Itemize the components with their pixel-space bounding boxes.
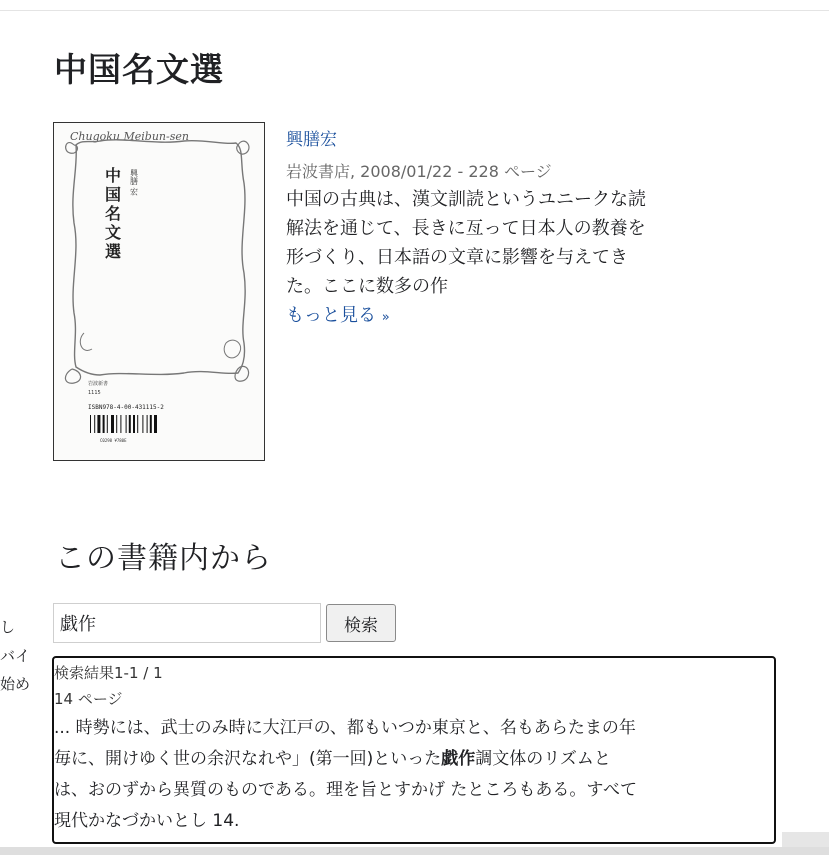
- search-within-heading: この書籍内から: [55, 541, 272, 576]
- cover-ornate-frame: [73, 140, 245, 375]
- book-description: 中国の古典は、漢文訓読というユニークな読解法を通じて、長きに亙って日本人の教養を形づくり、日本語の文章に影響を与えてきた。ここに数多の作: [286, 189, 646, 297]
- result-page-link[interactable]: 14 ページ: [54, 690, 123, 708]
- barcode-bar: [90, 415, 91, 433]
- barcode-bar: [107, 415, 108, 433]
- snippet-line: 現代かなづかいとし 14.: [54, 811, 240, 831]
- snippet-line: ... 時勢には、武士のみ時に大江戸の、都もいつか東京と、名もあらたまの年: [54, 718, 636, 738]
- cover-flourish: [237, 141, 249, 154]
- cover-flourish: [224, 340, 240, 358]
- snippet-line: 調文体のリズムと: [475, 749, 611, 769]
- cover-flourish: [80, 333, 92, 350]
- cover-vertical-title: 中国名文選: [102, 167, 122, 262]
- result-count: 検索結果1-1 / 1: [54, 664, 163, 682]
- barcode-bar: [147, 415, 148, 433]
- cover-barcode: [90, 415, 157, 433]
- search-button[interactable]: 検索: [326, 604, 396, 642]
- more-link[interactable]: [286, 301, 656, 332]
- result-snippet: [54, 713, 774, 837]
- barcode-bar: [97, 415, 100, 433]
- barcode-bar: [126, 415, 127, 433]
- snippet-line: 毎に、開けゆく世の余沢なれや」(第一回)といった: [54, 749, 442, 769]
- book-metadata: [286, 125, 656, 332]
- more-link-label: もっと見る: [286, 305, 376, 326]
- left-column-fragment: バイ: [0, 647, 31, 665]
- cover-flourish: [65, 369, 80, 383]
- barcode-bar: [133, 415, 135, 433]
- author-link[interactable]: 興膳宏: [286, 130, 337, 150]
- horizontal-scrollbar[interactable]: [0, 847, 829, 855]
- cover-barcode-caption: C0298 ¥780E: [100, 438, 127, 443]
- more-arrow-icon: »: [381, 310, 390, 325]
- barcode-bar: [103, 415, 105, 433]
- barcode-bar: [111, 415, 114, 433]
- barcode-bar: [120, 415, 121, 433]
- barcode-bar: [137, 415, 138, 433]
- book-title: 中国名文選: [54, 50, 224, 89]
- barcode-bar: [94, 415, 95, 433]
- left-column-fragment: 始め: [0, 675, 31, 693]
- cover-isbn: ISBN978-4-00-431115-2: [88, 404, 164, 411]
- barcode-bar: [116, 415, 117, 433]
- barcode-bar: [150, 415, 152, 433]
- search-input[interactable]: [53, 603, 321, 643]
- search-results-box: [52, 656, 776, 844]
- top-divider: [0, 10, 829, 11]
- barcode-bar: [129, 415, 131, 433]
- cover-series: 岩波新書: [88, 381, 109, 387]
- horizontal-scrollbar-thumb[interactable]: [782, 832, 829, 847]
- barcode-bar: [154, 415, 157, 433]
- left-column-fragment: し: [0, 618, 16, 636]
- barcode-bar: [142, 415, 143, 433]
- snippet-line: は、おのずから異質のものである。理を旨とすかげ たところもある。すべて: [54, 780, 638, 800]
- snippet-highlight: 戯作: [441, 749, 476, 769]
- publisher-info: 岩波書店, 2008/01/22 - 228 ページ: [286, 162, 552, 181]
- cover-vertical-author: 興膳 宏: [129, 169, 139, 196]
- cover-handwriting: Chugoku Meibun-sen: [70, 130, 189, 143]
- book-cover-image[interactable]: [53, 122, 265, 461]
- cover-series-number: 1115: [88, 390, 101, 396]
- book-cover-art: [54, 123, 264, 460]
